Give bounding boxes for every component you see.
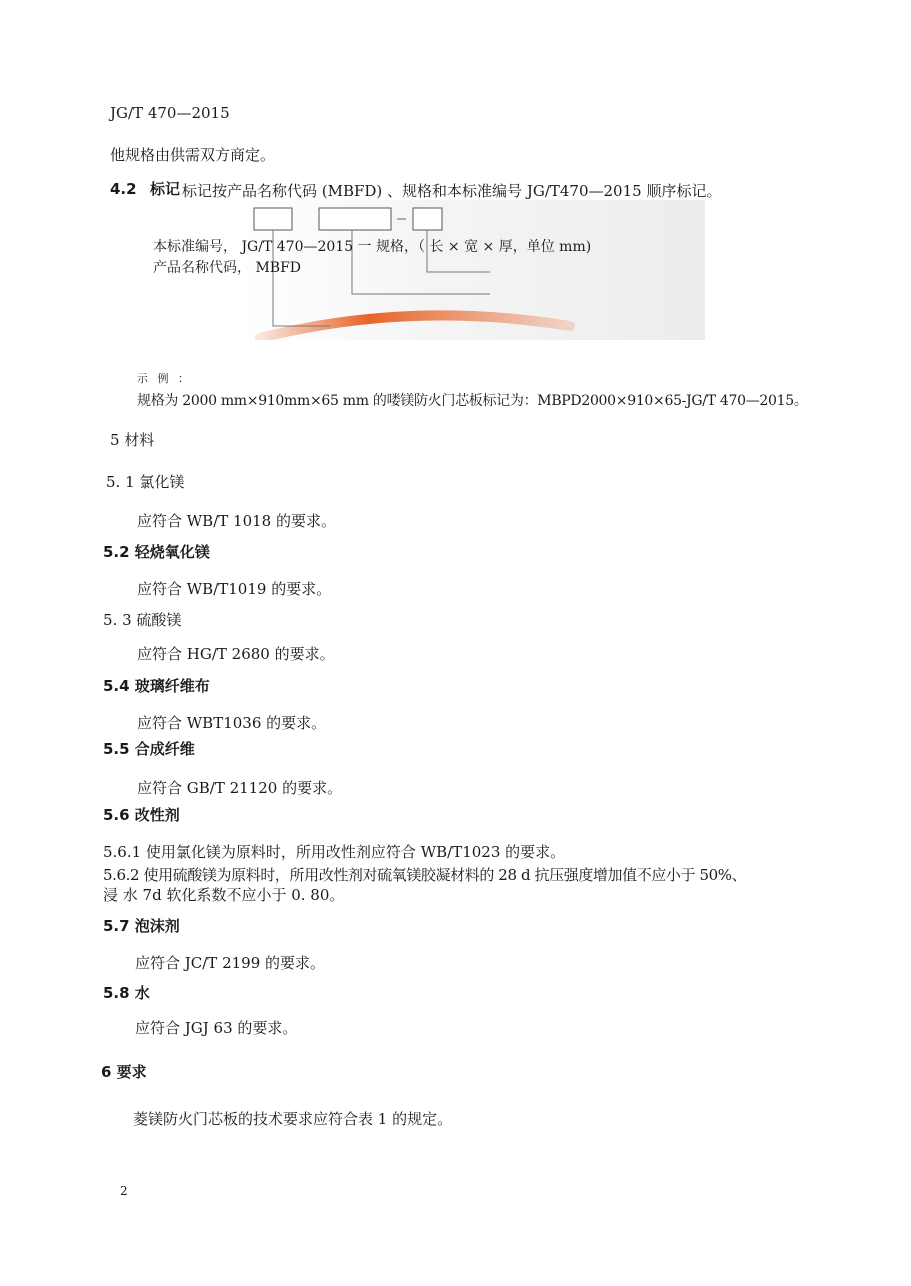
- section-5-6-2-text: 5.6.2 使用硫酸镁为原料时，所用改性剂对硫氧镁胶凝材料的 28 d 抗压强度增加值不应小于 50%、: [103, 866, 747, 884]
- section-4-2-title: 标记: [150, 180, 181, 198]
- section-4-2-number: 4.2: [110, 180, 137, 198]
- diagram-label-product-code: 产品名称代码， MBFD: [153, 260, 302, 276]
- section-5-8-text: 应符合 JGJ 63 的要求。: [135, 1019, 298, 1037]
- section-5-1-heading: 5. 1 氯化镁: [106, 473, 185, 491]
- section-5-7-text: 应符合 JC/T 2199 的要求。: [135, 954, 326, 972]
- marking-diagram-svg: [240, 200, 705, 340]
- section-5-5-text: 应符合 GB/T 21120 的要求。: [137, 779, 343, 797]
- section-5-3-text: 应符合 HG/T 2680 的要求。: [137, 645, 335, 663]
- section-6-heading: 6 要求: [101, 1063, 147, 1081]
- section-5-4-text: 应符合 WBT1036 的要求。: [137, 714, 327, 732]
- section-4-2-text: 标记按产品名称代码 (MBFD) 、规格和本标准编号 JG/T470—2015 顺序标记。: [182, 182, 722, 200]
- section-5-heading: 5 材料: [110, 431, 155, 449]
- section-5-2-text: 应符合 WB/T1019 的要求。: [137, 580, 332, 598]
- continued-text: 他规格由供需双方商定。: [110, 146, 276, 164]
- header-standard-code: JG/T 470—2015: [110, 104, 230, 122]
- section-5-7-heading: 5.7 泡沫剂: [103, 917, 180, 935]
- diagram-label-standard: 本标准编号， JG/T 470—2015 一 规格，（ 长 × 宽 × 厚，单位 mm): [153, 239, 592, 255]
- section-5-5-heading: 5.5 合成纤维: [103, 740, 195, 758]
- box-specification: [319, 208, 391, 230]
- marking-diagram: [240, 200, 705, 340]
- section-5-6-2-continuation: 浸 水 7d 软化系数不应小于 0. 80。: [103, 886, 345, 904]
- example-label: 示 例 ：: [137, 372, 192, 385]
- section-5-4-heading: 5.4 玻璃纤维布: [103, 677, 210, 695]
- page-number: 2: [120, 1184, 128, 1198]
- section-5-6-heading: 5.6 改性剂: [103, 806, 180, 824]
- section-5-1-text: 应符合 WB/T 1018 的要求。: [137, 512, 336, 530]
- section-6-text: 菱镁防火门芯板的技术要求应符合表 1 的规定。: [133, 1110, 453, 1128]
- example-text: 规格为 2000 mm×910mm×65 mm 的喽镁防火门芯板标记为：MBPD2000×910×65-JG/T 470—2015。: [137, 393, 808, 409]
- section-5-2-heading: 5.2 轻烧氧化镁: [103, 543, 210, 561]
- box-product-code: [254, 208, 292, 230]
- box-standard-number: [413, 208, 442, 230]
- section-5-3-heading: 5. 3 硫酸镁: [103, 611, 182, 629]
- section-5-6-1-text: 5.6.1 使用氯化镁为原料时，所用改性剂应符合 WB/T1023 的要求。: [103, 843, 566, 861]
- section-5-8-heading: 5.8 水: [103, 984, 150, 1002]
